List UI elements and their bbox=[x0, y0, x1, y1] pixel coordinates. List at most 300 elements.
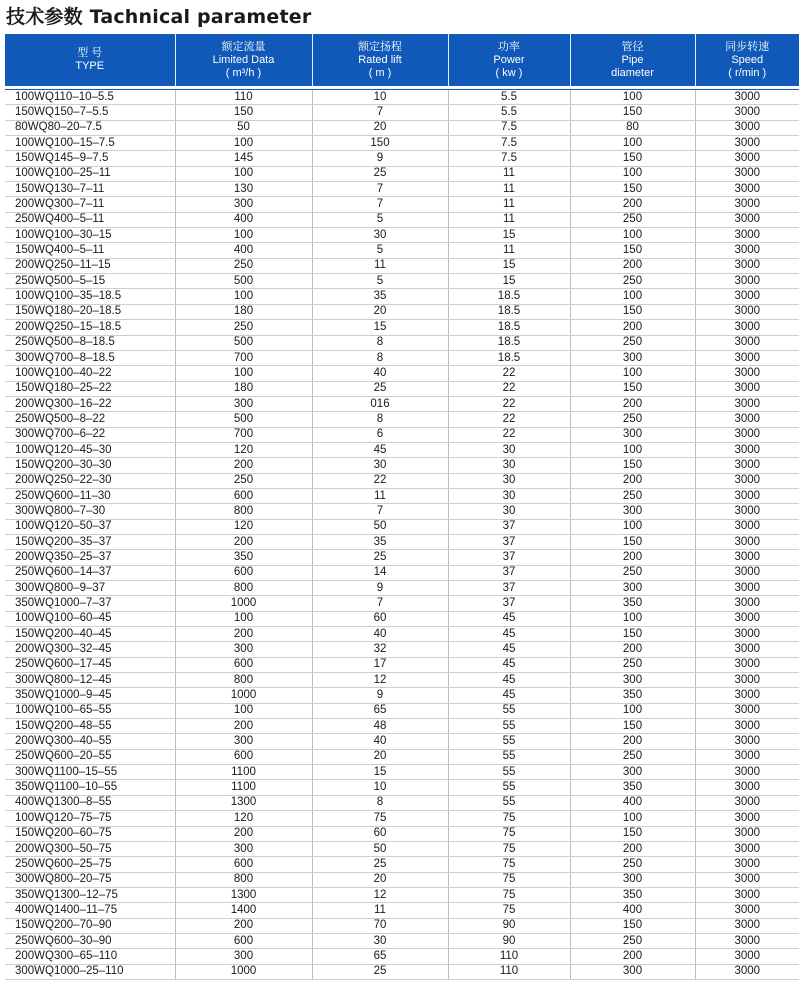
table-row bbox=[5, 627, 799, 642]
cell-speed: 3000 bbox=[695, 136, 799, 151]
cell-type: 100WQ110–10–5.5 bbox=[5, 90, 175, 105]
cell-flow: 300 bbox=[175, 949, 312, 964]
cell-speed: 3000 bbox=[695, 289, 799, 304]
cell-flow: 300 bbox=[175, 396, 312, 411]
cell-flow: 120 bbox=[175, 519, 312, 534]
cell-flow: 1400 bbox=[175, 903, 312, 918]
cell-pipe: 250 bbox=[570, 657, 695, 672]
cell-type: 150WQ200–70–90 bbox=[5, 918, 175, 933]
cell-speed: 3000 bbox=[695, 949, 799, 964]
cell-type: 100WQ120–45–30 bbox=[5, 442, 175, 457]
cell-lift: 016 bbox=[312, 396, 448, 411]
cell-flow: 100 bbox=[175, 289, 312, 304]
cell-pipe: 200 bbox=[570, 734, 695, 749]
cell-speed: 3000 bbox=[695, 673, 799, 688]
cell-flow: 300 bbox=[175, 197, 312, 212]
cell-speed: 3000 bbox=[695, 197, 799, 212]
cell-power: 90 bbox=[448, 933, 570, 948]
cell-speed: 3000 bbox=[695, 442, 799, 457]
cell-power: 75 bbox=[448, 857, 570, 872]
cell-pipe: 200 bbox=[570, 642, 695, 657]
cell-type: 350WQ1300–12–75 bbox=[5, 887, 175, 902]
cell-type: 200WQ300–7–11 bbox=[5, 197, 175, 212]
cell-pipe: 400 bbox=[570, 795, 695, 810]
cell-lift: 30 bbox=[312, 933, 448, 948]
cell-pipe: 100 bbox=[570, 166, 695, 181]
cell-power: 30 bbox=[448, 504, 570, 519]
cell-speed: 3000 bbox=[695, 120, 799, 135]
cell-lift: 25 bbox=[312, 550, 448, 565]
table-row bbox=[5, 903, 799, 918]
cell-power: 15 bbox=[448, 228, 570, 243]
cell-pipe: 400 bbox=[570, 903, 695, 918]
cell-pipe: 250 bbox=[570, 749, 695, 764]
cell-flow: 600 bbox=[175, 857, 312, 872]
cell-pipe: 250 bbox=[570, 857, 695, 872]
cell-lift: 11 bbox=[312, 258, 448, 273]
cell-type: 100WQ100–65–55 bbox=[5, 703, 175, 718]
cell-type: 250WQ500–5–15 bbox=[5, 274, 175, 289]
cell-power: 55 bbox=[448, 780, 570, 795]
cell-lift: 20 bbox=[312, 872, 448, 887]
cell-lift: 11 bbox=[312, 488, 448, 503]
cell-flow: 500 bbox=[175, 274, 312, 289]
cell-lift: 7 bbox=[312, 197, 448, 212]
cell-speed: 3000 bbox=[695, 320, 799, 335]
cell-pipe: 150 bbox=[570, 458, 695, 473]
cell-pipe: 150 bbox=[570, 719, 695, 734]
cell-power: 18.5 bbox=[448, 320, 570, 335]
cell-type: 350WQ1000–7–37 bbox=[5, 596, 175, 611]
cell-type: 150WQ200–40–45 bbox=[5, 627, 175, 642]
cell-speed: 3000 bbox=[695, 734, 799, 749]
cell-type: 250WQ500–8–18.5 bbox=[5, 335, 175, 350]
cell-lift: 35 bbox=[312, 534, 448, 549]
header-power: 功率 Power ( kw ) bbox=[448, 34, 570, 86]
cell-flow: 300 bbox=[175, 841, 312, 856]
table-row bbox=[5, 918, 799, 933]
cell-speed: 3000 bbox=[695, 964, 799, 979]
header-speed: 同步转速 Speed ( r/min ) bbox=[695, 34, 799, 86]
table-row bbox=[5, 964, 799, 979]
cell-lift: 5 bbox=[312, 212, 448, 227]
cell-speed: 3000 bbox=[695, 550, 799, 565]
table-row bbox=[5, 795, 799, 810]
cell-speed: 3000 bbox=[695, 274, 799, 289]
table-row bbox=[5, 228, 799, 243]
cell-type: 100WQ100–30–15 bbox=[5, 228, 175, 243]
cell-power: 5.5 bbox=[448, 105, 570, 120]
cell-pipe: 100 bbox=[570, 228, 695, 243]
cell-power: 75 bbox=[448, 841, 570, 856]
table-row bbox=[5, 274, 799, 289]
cell-power: 30 bbox=[448, 458, 570, 473]
cell-speed: 3000 bbox=[695, 857, 799, 872]
table-row bbox=[5, 258, 799, 273]
cell-speed: 3000 bbox=[695, 350, 799, 365]
table-row bbox=[5, 657, 799, 672]
cell-speed: 3000 bbox=[695, 903, 799, 918]
cell-type: 150WQ150–7–5.5 bbox=[5, 105, 175, 120]
cell-pipe: 100 bbox=[570, 703, 695, 718]
table-row bbox=[5, 826, 799, 841]
cell-speed: 3000 bbox=[695, 519, 799, 534]
cell-type: 300WQ1100–15–55 bbox=[5, 765, 175, 780]
cell-speed: 3000 bbox=[695, 534, 799, 549]
cell-type: 300WQ800–7–30 bbox=[5, 504, 175, 519]
cell-flow: 400 bbox=[175, 212, 312, 227]
cell-type: 150WQ180–20–18.5 bbox=[5, 304, 175, 319]
cell-power: 11 bbox=[448, 212, 570, 227]
table-row bbox=[5, 366, 799, 381]
cell-speed: 3000 bbox=[695, 765, 799, 780]
cell-pipe: 300 bbox=[570, 504, 695, 519]
cell-pipe: 250 bbox=[570, 933, 695, 948]
table-row bbox=[5, 949, 799, 964]
cell-type: 200WQ250–11–15 bbox=[5, 258, 175, 273]
cell-type: 250WQ600–14–37 bbox=[5, 565, 175, 580]
cell-power: 22 bbox=[448, 366, 570, 381]
cell-pipe: 200 bbox=[570, 841, 695, 856]
table-row bbox=[5, 749, 799, 764]
table-row bbox=[5, 320, 799, 335]
table-row bbox=[5, 350, 799, 365]
table-row bbox=[5, 212, 799, 227]
cell-flow: 1000 bbox=[175, 964, 312, 979]
cell-flow: 100 bbox=[175, 136, 312, 151]
cell-lift: 7 bbox=[312, 105, 448, 120]
table-row bbox=[5, 289, 799, 304]
cell-type: 300WQ700–8–18.5 bbox=[5, 350, 175, 365]
cell-pipe: 150 bbox=[570, 627, 695, 642]
cell-type: 200WQ300–40–55 bbox=[5, 734, 175, 749]
cell-lift: 40 bbox=[312, 366, 448, 381]
cell-flow: 1100 bbox=[175, 765, 312, 780]
cell-lift: 25 bbox=[312, 381, 448, 396]
cell-type: 80WQ80–20–7.5 bbox=[5, 120, 175, 135]
cell-power: 45 bbox=[448, 673, 570, 688]
table-row bbox=[5, 396, 799, 411]
cell-speed: 3000 bbox=[695, 826, 799, 841]
cell-flow: 400 bbox=[175, 243, 312, 258]
cell-type: 200WQ300–50–75 bbox=[5, 841, 175, 856]
table-row bbox=[5, 120, 799, 135]
cell-power: 45 bbox=[448, 642, 570, 657]
cell-lift: 60 bbox=[312, 611, 448, 626]
table-row bbox=[5, 136, 799, 151]
table-row bbox=[5, 642, 799, 657]
cell-flow: 100 bbox=[175, 703, 312, 718]
cell-type: 250WQ600–17–45 bbox=[5, 657, 175, 672]
cell-pipe: 100 bbox=[570, 442, 695, 457]
table-row bbox=[5, 581, 799, 596]
cell-pipe: 150 bbox=[570, 243, 695, 258]
cell-speed: 3000 bbox=[695, 427, 799, 442]
cell-flow: 100 bbox=[175, 611, 312, 626]
cell-power: 22 bbox=[448, 381, 570, 396]
cell-pipe: 200 bbox=[570, 320, 695, 335]
cell-type: 200WQ250–15–18.5 bbox=[5, 320, 175, 335]
cell-pipe: 100 bbox=[570, 136, 695, 151]
cell-lift: 8 bbox=[312, 795, 448, 810]
cell-power: 7.5 bbox=[448, 136, 570, 151]
cell-pipe: 300 bbox=[570, 581, 695, 596]
cell-power: 55 bbox=[448, 719, 570, 734]
cell-flow: 250 bbox=[175, 473, 312, 488]
cell-pipe: 150 bbox=[570, 534, 695, 549]
cell-pipe: 250 bbox=[570, 565, 695, 580]
cell-type: 250WQ600–25–75 bbox=[5, 857, 175, 872]
cell-lift: 20 bbox=[312, 749, 448, 764]
cell-speed: 3000 bbox=[695, 749, 799, 764]
cell-speed: 3000 bbox=[695, 166, 799, 181]
header-lift: 额定扬程 Rated lift ( m ) bbox=[312, 34, 448, 86]
cell-power: 30 bbox=[448, 442, 570, 457]
cell-pipe: 150 bbox=[570, 105, 695, 120]
cell-power: 37 bbox=[448, 534, 570, 549]
cell-pipe: 100 bbox=[570, 611, 695, 626]
cell-type: 300WQ1000–25–110 bbox=[5, 964, 175, 979]
table-row bbox=[5, 765, 799, 780]
cell-power: 75 bbox=[448, 872, 570, 887]
cell-type: 150WQ200–35–37 bbox=[5, 534, 175, 549]
cell-power: 110 bbox=[448, 949, 570, 964]
cell-power: 55 bbox=[448, 749, 570, 764]
cell-pipe: 200 bbox=[570, 473, 695, 488]
table-row bbox=[5, 550, 799, 565]
cell-speed: 3000 bbox=[695, 151, 799, 166]
cell-speed: 3000 bbox=[695, 811, 799, 826]
cell-power: 37 bbox=[448, 596, 570, 611]
cell-pipe: 300 bbox=[570, 427, 695, 442]
cell-lift: 9 bbox=[312, 151, 448, 166]
table-row bbox=[5, 197, 799, 212]
cell-speed: 3000 bbox=[695, 611, 799, 626]
cell-pipe: 300 bbox=[570, 872, 695, 887]
cell-power: 7.5 bbox=[448, 151, 570, 166]
cell-speed: 3000 bbox=[695, 795, 799, 810]
cell-pipe: 350 bbox=[570, 688, 695, 703]
cell-lift: 7 bbox=[312, 504, 448, 519]
cell-flow: 100 bbox=[175, 166, 312, 181]
cell-type: 250WQ500–8–22 bbox=[5, 412, 175, 427]
cell-speed: 3000 bbox=[695, 565, 799, 580]
cell-flow: 250 bbox=[175, 320, 312, 335]
cell-speed: 3000 bbox=[695, 596, 799, 611]
cell-lift: 5 bbox=[312, 274, 448, 289]
cell-power: 45 bbox=[448, 611, 570, 626]
table-row bbox=[5, 811, 799, 826]
cell-flow: 200 bbox=[175, 458, 312, 473]
cell-pipe: 350 bbox=[570, 596, 695, 611]
cell-power: 75 bbox=[448, 826, 570, 841]
cell-flow: 1000 bbox=[175, 596, 312, 611]
cell-pipe: 150 bbox=[570, 918, 695, 933]
cell-lift: 50 bbox=[312, 841, 448, 856]
cell-flow: 800 bbox=[175, 872, 312, 887]
cell-type: 200WQ300–32–45 bbox=[5, 642, 175, 657]
cell-power: 37 bbox=[448, 550, 570, 565]
table-body bbox=[5, 86, 799, 979]
cell-type: 200WQ300–65–110 bbox=[5, 949, 175, 964]
cell-type: 300WQ700–6–22 bbox=[5, 427, 175, 442]
cell-type: 100WQ100–25–11 bbox=[5, 166, 175, 181]
cell-flow: 600 bbox=[175, 565, 312, 580]
cell-flow: 180 bbox=[175, 304, 312, 319]
cell-pipe: 250 bbox=[570, 335, 695, 350]
cell-type: 150WQ400–5–11 bbox=[5, 243, 175, 258]
table-row bbox=[5, 427, 799, 442]
table-row bbox=[5, 719, 799, 734]
cell-type: 350WQ1100–10–55 bbox=[5, 780, 175, 795]
cell-speed: 3000 bbox=[695, 412, 799, 427]
cell-speed: 3000 bbox=[695, 473, 799, 488]
cell-pipe: 300 bbox=[570, 964, 695, 979]
cell-pipe: 250 bbox=[570, 412, 695, 427]
cell-lift: 7 bbox=[312, 596, 448, 611]
cell-pipe: 200 bbox=[570, 258, 695, 273]
cell-flow: 800 bbox=[175, 504, 312, 519]
table-row bbox=[5, 857, 799, 872]
cell-lift: 10 bbox=[312, 780, 448, 795]
cell-speed: 3000 bbox=[695, 703, 799, 718]
cell-type: 200WQ350–25–37 bbox=[5, 550, 175, 565]
cell-lift: 12 bbox=[312, 887, 448, 902]
cell-flow: 120 bbox=[175, 442, 312, 457]
table-row bbox=[5, 473, 799, 488]
table-row bbox=[5, 519, 799, 534]
cell-lift: 50 bbox=[312, 519, 448, 534]
cell-speed: 3000 bbox=[695, 381, 799, 396]
cell-power: 75 bbox=[448, 887, 570, 902]
cell-speed: 3000 bbox=[695, 90, 799, 105]
cell-speed: 3000 bbox=[695, 887, 799, 902]
cell-power: 15 bbox=[448, 258, 570, 273]
table-row bbox=[5, 335, 799, 350]
cell-speed: 3000 bbox=[695, 304, 799, 319]
cell-type: 350WQ1000–9–45 bbox=[5, 688, 175, 703]
cell-lift: 70 bbox=[312, 918, 448, 933]
cell-power: 7.5 bbox=[448, 120, 570, 135]
cell-type: 300WQ800–9–37 bbox=[5, 581, 175, 596]
page-title: 技术参数 Tachnical parameter bbox=[6, 6, 312, 28]
cell-flow: 600 bbox=[175, 749, 312, 764]
cell-pipe: 150 bbox=[570, 826, 695, 841]
table-row bbox=[5, 412, 799, 427]
cell-lift: 60 bbox=[312, 826, 448, 841]
cell-power: 15 bbox=[448, 274, 570, 289]
cell-type: 400WQ1400–11–75 bbox=[5, 903, 175, 918]
cell-flow: 600 bbox=[175, 657, 312, 672]
table-row bbox=[5, 734, 799, 749]
cell-type: 150WQ130–7–11 bbox=[5, 182, 175, 197]
cell-power: 18.5 bbox=[448, 289, 570, 304]
cell-type: 100WQ100–40–22 bbox=[5, 366, 175, 381]
cell-pipe: 300 bbox=[570, 765, 695, 780]
cell-flow: 300 bbox=[175, 642, 312, 657]
cell-speed: 3000 bbox=[695, 212, 799, 227]
cell-speed: 3000 bbox=[695, 105, 799, 120]
cell-speed: 3000 bbox=[695, 243, 799, 258]
cell-pipe: 80 bbox=[570, 120, 695, 135]
cell-power: 55 bbox=[448, 703, 570, 718]
cell-type: 250WQ600–11–30 bbox=[5, 488, 175, 503]
cell-power: 55 bbox=[448, 795, 570, 810]
cell-power: 75 bbox=[448, 811, 570, 826]
table-row bbox=[5, 841, 799, 856]
cell-power: 30 bbox=[448, 473, 570, 488]
cell-flow: 120 bbox=[175, 811, 312, 826]
cell-lift: 40 bbox=[312, 734, 448, 749]
cell-power: 22 bbox=[448, 427, 570, 442]
table-row bbox=[5, 151, 799, 166]
cell-pipe: 250 bbox=[570, 274, 695, 289]
cell-speed: 3000 bbox=[695, 488, 799, 503]
cell-flow: 100 bbox=[175, 228, 312, 243]
cell-speed: 3000 bbox=[695, 657, 799, 672]
cell-power: 37 bbox=[448, 581, 570, 596]
cell-flow: 600 bbox=[175, 933, 312, 948]
cell-lift: 20 bbox=[312, 120, 448, 135]
cell-lift: 9 bbox=[312, 688, 448, 703]
cell-speed: 3000 bbox=[695, 642, 799, 657]
table-row bbox=[5, 182, 799, 197]
table-row bbox=[5, 90, 799, 105]
table-row bbox=[5, 611, 799, 626]
cell-speed: 3000 bbox=[695, 918, 799, 933]
cell-flow: 150 bbox=[175, 105, 312, 120]
table-row bbox=[5, 673, 799, 688]
cell-pipe: 150 bbox=[570, 304, 695, 319]
cell-lift: 8 bbox=[312, 412, 448, 427]
cell-type: 200WQ250–22–30 bbox=[5, 473, 175, 488]
cell-flow: 600 bbox=[175, 488, 312, 503]
cell-flow: 200 bbox=[175, 627, 312, 642]
cell-speed: 3000 bbox=[695, 504, 799, 519]
header-type: 型 号 TYPE bbox=[5, 34, 175, 86]
cell-speed: 3000 bbox=[695, 933, 799, 948]
cell-pipe: 100 bbox=[570, 289, 695, 304]
cell-lift: 35 bbox=[312, 289, 448, 304]
cell-type: 250WQ600–30–90 bbox=[5, 933, 175, 948]
cell-lift: 17 bbox=[312, 657, 448, 672]
cell-flow: 250 bbox=[175, 258, 312, 273]
table-row bbox=[5, 703, 799, 718]
table-row bbox=[5, 534, 799, 549]
header-pipe: 管径 Pipe diameter bbox=[570, 34, 695, 86]
cell-flow: 100 bbox=[175, 366, 312, 381]
cell-pipe: 350 bbox=[570, 887, 695, 902]
cell-flow: 1000 bbox=[175, 688, 312, 703]
cell-power: 55 bbox=[448, 765, 570, 780]
cell-speed: 3000 bbox=[695, 366, 799, 381]
cell-type: 100WQ100–60–45 bbox=[5, 611, 175, 626]
cell-lift: 20 bbox=[312, 304, 448, 319]
cell-lift: 25 bbox=[312, 857, 448, 872]
cell-speed: 3000 bbox=[695, 396, 799, 411]
cell-flow: 50 bbox=[175, 120, 312, 135]
cell-speed: 3000 bbox=[695, 719, 799, 734]
table-header bbox=[5, 34, 799, 86]
cell-power: 22 bbox=[448, 412, 570, 427]
cell-power: 11 bbox=[448, 182, 570, 197]
cell-power: 45 bbox=[448, 627, 570, 642]
cell-pipe: 200 bbox=[570, 197, 695, 212]
cell-power: 30 bbox=[448, 488, 570, 503]
cell-lift: 48 bbox=[312, 719, 448, 734]
cell-lift: 25 bbox=[312, 964, 448, 979]
cell-lift: 11 bbox=[312, 903, 448, 918]
